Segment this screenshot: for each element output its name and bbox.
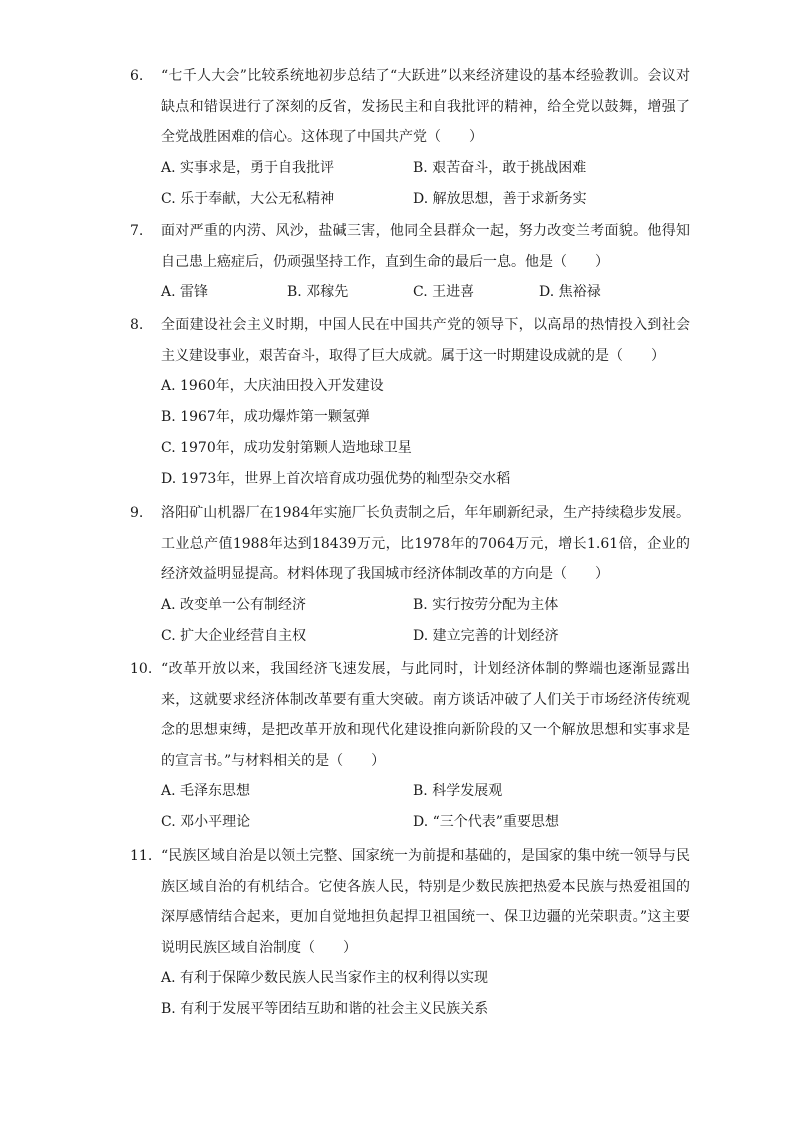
question-number: 9.	[130, 505, 144, 521]
option-row	[161, 963, 690, 994]
options	[161, 371, 690, 495]
question-6	[130, 61, 690, 215]
option-row	[161, 371, 690, 402]
option-d[interactable]: D. 建立完善的计划经济	[413, 627, 559, 644]
question-stem: “民族区域自治是以领土完整、国家统一为前提和基础的，是国家的集中统一领导与民族区域自治的有机结合。它使各族人民，特别是少数民族把热爱本民族与热爱祖国的深厚感情结合起来，更加自觉地担负起捍卫祖国统一、保卫边疆的光荣职责。”这主要说明民族区域自治制度（ ）	[161, 848, 690, 956]
option-row	[161, 776, 690, 807]
option-row	[161, 184, 690, 215]
options	[161, 963, 690, 1025]
option-d[interactable]: D. 焦裕禄	[539, 284, 601, 300]
option-a[interactable]: A. 实事求是，勇于自我批评	[161, 159, 335, 176]
option-d[interactable]: D. 解放思想，善于求新务实	[413, 190, 587, 207]
question-11	[130, 841, 690, 1025]
option-a[interactable]: A. 改变单一公有制经济	[161, 596, 307, 613]
option-c[interactable]: C. 邓小平理论	[161, 814, 251, 830]
question-stem: 全面建设社会主义时期，中国人民在中国共产党的领导下，以高昂的热情投入到社会主义建设事业，艰苦奋斗，取得了巨大成就。属于这一时期建设成就的是（ ）	[161, 317, 690, 364]
option-d[interactable]: D. 1973年，世界上首次培育成功强优势的籼型杂交水稻	[161, 471, 511, 487]
options	[161, 277, 690, 308]
option-row	[161, 464, 690, 495]
option-c[interactable]: C. 王进喜	[413, 284, 475, 300]
question-stem: “七千人大会”比较系统地初步总结了“大跃进”以来经济建设的基本经验教训。会议对缺点和错误进行了深刻的反省，发扬民主和自我批评的精神，给全党以鼓舞，增强了全党战胜困难的信心。这体现了中国共产党（ ）	[161, 68, 690, 145]
question-number: 11.	[130, 848, 153, 864]
question-stem: “改革开放以来，我国经济飞速发展，与此同时，计划经济体制的弊端也逐渐显露出来，这就要求经济体制改革要有重大突破。南方谈话冲破了人们关于市场经济传统观念的思想束缚，是把改革开放和现代化建设推向新阶段的又一个解放思想和实事求是的宣言书。”与材料相关的是（ ）	[161, 661, 690, 769]
question-number: 8.	[130, 317, 144, 333]
question-7	[130, 216, 690, 308]
option-a[interactable]: A. 有利于保障少数民族人民当家作主的权利得以实现	[161, 970, 489, 986]
question-number: 7.	[130, 223, 144, 239]
option-row	[161, 590, 690, 621]
option-row	[161, 994, 690, 1025]
question-number: 6.	[130, 68, 144, 84]
question-9	[130, 498, 690, 652]
options	[161, 590, 690, 652]
option-row	[161, 807, 690, 838]
option-a[interactable]: A. 毛泽东思想	[161, 783, 251, 799]
option-b[interactable]: B. 科学发展观	[413, 783, 503, 799]
options	[161, 776, 690, 838]
question-stem: 洛阳矿山机器厂在1984年实施厂长负责制之后，年年刷新纪录，生产持续稳步发展。工业总产值1988年达到18439万元，比1978年的7064万元，增长1.61倍，企业的经济效益明显提高。材料体现了我国城市经济体制改革的方向是（ ）	[161, 505, 690, 582]
option-b[interactable]: B. 艰苦奋斗，敢于挑战困难	[413, 159, 587, 176]
option-b[interactable]: B. 有利于发展平等团结互助和谐的社会主义民族关系	[161, 1001, 489, 1017]
question-8	[130, 310, 690, 495]
options	[161, 153, 690, 215]
option-b[interactable]: B. 1967年，成功爆炸第一颗氢弹	[161, 409, 370, 425]
option-row	[161, 277, 690, 308]
option-row	[161, 402, 690, 433]
option-row	[161, 433, 690, 464]
option-row	[161, 621, 690, 652]
option-row	[161, 153, 690, 184]
question-stem: 面对严重的内涝、风沙，盐碱三害，他同全县群众一起，努力改变兰考面貌。他得知自己患上癌症后，仍顽强坚持工作，直到生命的最后一息。他是（ ）	[161, 223, 690, 270]
option-c[interactable]: C. 乐于奉献，大公无私精神	[161, 190, 335, 207]
option-b[interactable]: B. 邓稼先	[287, 284, 349, 300]
question-number: 10.	[130, 661, 153, 677]
option-a[interactable]: A. 雷锋	[161, 284, 209, 300]
option-a[interactable]: A. 1960年，大庆油田投入开发建设	[161, 378, 384, 394]
option-c[interactable]: C. 1970年，成功发射第颗人造地球卫星	[161, 440, 412, 456]
question-10	[130, 654, 690, 838]
option-c[interactable]: C. 扩大企业经营自主权	[161, 627, 307, 644]
option-d[interactable]: D. “三个代表”重要思想	[413, 814, 559, 830]
option-b[interactable]: B. 实行按劳分配为主体	[413, 596, 559, 613]
